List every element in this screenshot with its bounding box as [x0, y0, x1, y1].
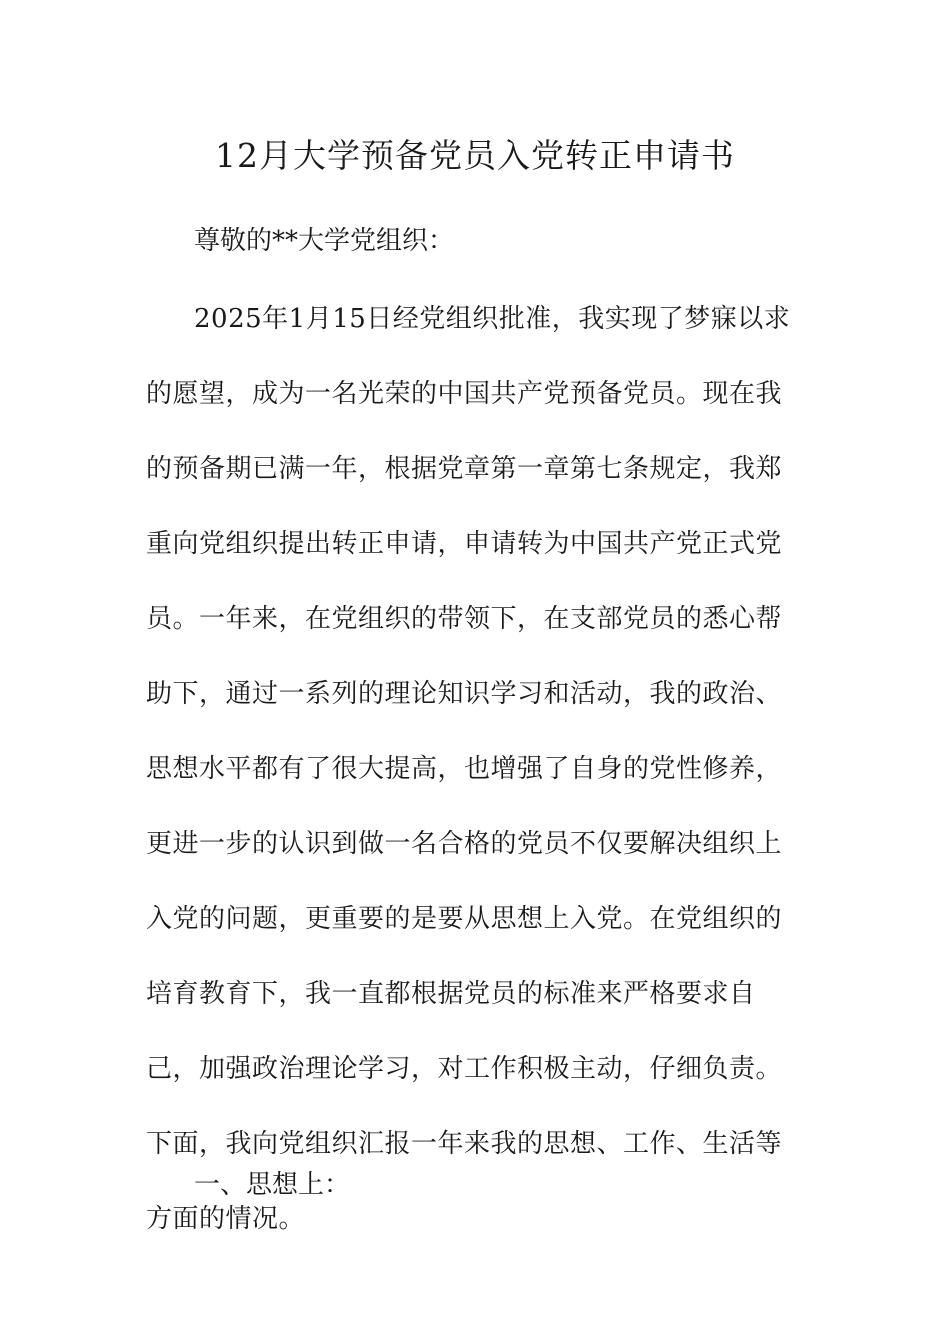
document-title: 12月大学预备党员入党转正申请书 — [215, 136, 735, 175]
salutation: 尊敬的**大学党组织： — [194, 226, 455, 256]
section-heading: 一、思想上： — [194, 1170, 351, 1200]
body-paragraph: 2025年1月15日经党组织批准，我实现了梦寐以求的愿望，成为一名光荣的中国共产党预备党员。现在我的预备期已满一年，根据党章第一章第七条规定，我郑重向党组织提出转正申请，申请转为中国共产党正式党员。一年来，在党组织的带领下，在支部党员的悉心帮助下，通过一系列的理论知识学习和活动，我的政治、思想水平都有了很大提高，也增强了自身的党性修养，更进一步的认识到做一名合格的党员不仅要解决组织上入党的问题，更重要的是要从思想上入党。在党组织的培育教育下，我一直都根据党员的标准来严格要求自己，加强政治理论学习，对工作积极主动，仔细负责。下面，我向党组织汇报一年来我的思想、工作、生活等方面的情况。 — [146, 304, 791, 1234]
